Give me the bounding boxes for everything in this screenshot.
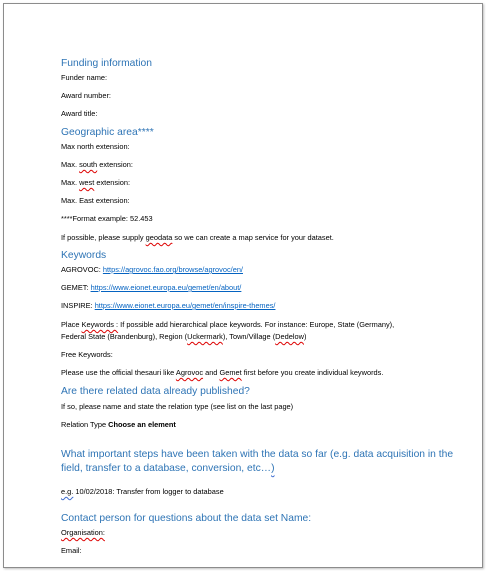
geographic-area-heading: Geographic area**** bbox=[61, 127, 154, 138]
place-keywords-line2: Federal State (Brandenburg), Region (Uckermark), Town/Village (Dedelow) bbox=[61, 332, 307, 341]
award-title-field[interactable]: Award title: bbox=[61, 109, 98, 118]
max-south-field[interactable]: Max. south extension: bbox=[61, 160, 133, 169]
relation-type-dropdown[interactable]: Choose an element bbox=[108, 420, 176, 429]
organisation-field[interactable]: Organisation: bbox=[61, 528, 105, 537]
relation-instruction: If so, please name and state the relation type (see list on the last page) bbox=[61, 402, 294, 411]
related-data-heading: Are there related data already published? bbox=[61, 386, 250, 397]
format-example-note: ****Format example: 52.453 bbox=[61, 214, 153, 223]
max-north-field[interactable]: Max north extension: bbox=[61, 142, 130, 151]
award-number-field[interactable]: Award number: bbox=[61, 91, 111, 100]
keywords-heading: Keywords bbox=[61, 250, 107, 261]
steps-heading-line1: What important steps have been taken with the data so far (e.g. data acquisition in the bbox=[61, 449, 454, 460]
geodata-note: If possible, please supply geodata so we can create a map service for your dataset. bbox=[61, 233, 334, 242]
inspire-line: INSPIRE: https://www.eionet.europa.eu/gemet/en/inspire-themes/ bbox=[61, 301, 276, 310]
gemet-link[interactable]: https://www.eionet.europa.eu/gemet/en/about/ bbox=[90, 283, 242, 292]
max-west-field[interactable]: Max. west extension: bbox=[61, 178, 131, 187]
steps-example[interactable]: e.g. 10/02/2018: Transfer from logger to database bbox=[61, 487, 224, 496]
thesauri-note: Please use the official thesauri like Agrovoc and Gemet first before you create individual keywords. bbox=[61, 368, 384, 377]
free-keywords-field[interactable]: Free Keywords: bbox=[61, 350, 113, 359]
max-east-field[interactable]: Max. East extension: bbox=[61, 196, 130, 205]
inspire-link[interactable]: https://www.eionet.europa.eu/gemet/en/inspire-themes/ bbox=[94, 301, 276, 310]
steps-heading-line2: field, transfer to a database, conversion, etc…) bbox=[61, 463, 275, 474]
agrovoc-link[interactable]: https://agrovoc.fao.org/browse/agrovoc/en/ bbox=[102, 265, 243, 274]
funder-name-field[interactable]: Funder name: bbox=[61, 73, 108, 82]
relation-type-line: Relation Type Choose an element bbox=[61, 420, 176, 429]
email-field[interactable]: Email: bbox=[61, 546, 82, 555]
funding-heading: Funding information bbox=[61, 58, 153, 69]
agrovoc-line: AGROVOC: https://agrovoc.fao.org/browse/agrovoc/en/ bbox=[61, 265, 243, 274]
place-keywords-line1[interactable]: Place Keywords : If possible add hierarchical place keywords. For instance: Europe, State (Germany), bbox=[61, 320, 395, 329]
contact-heading: Contact person for questions about the data set Name: bbox=[61, 513, 312, 524]
gemet-line: GEMET: https://www.eionet.europa.eu/gemet/en/about/ bbox=[61, 283, 242, 292]
